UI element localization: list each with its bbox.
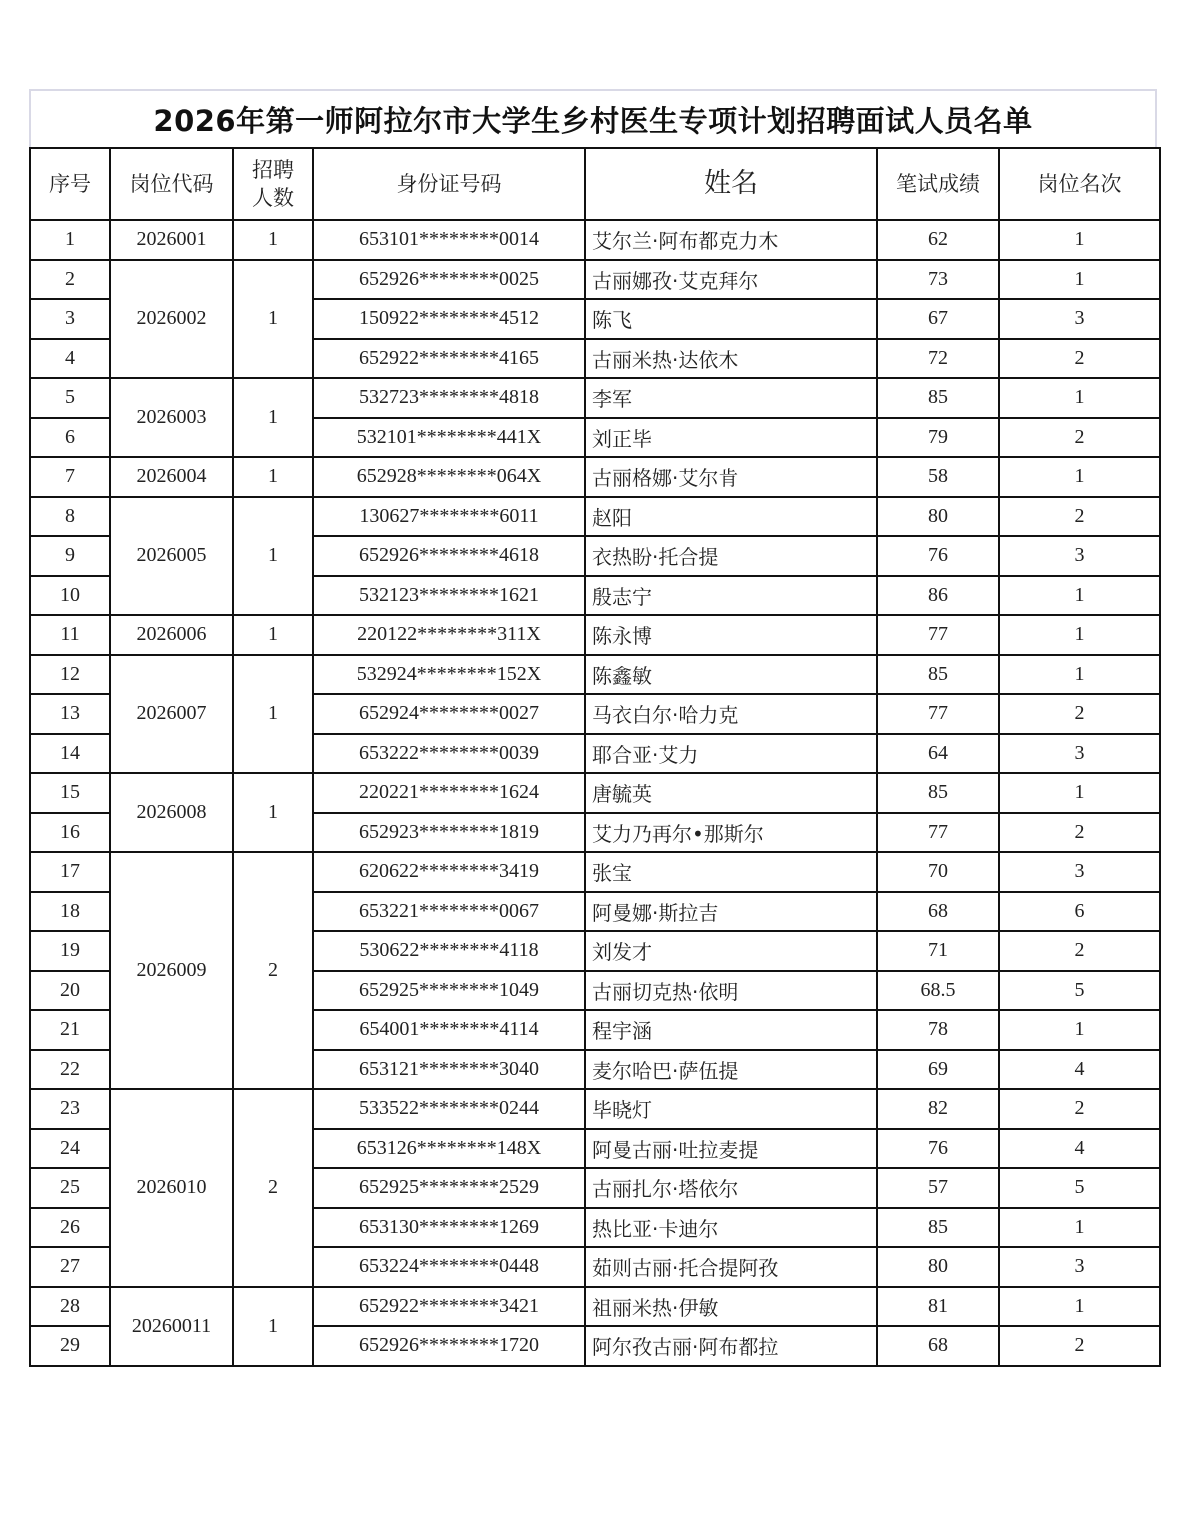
cell-written-score: 69 [877, 1050, 999, 1090]
cell-id-number: 533522********0244 [313, 1089, 585, 1129]
cell-quota: 1 [233, 260, 313, 379]
cell-quota: 2 [233, 852, 313, 1089]
cell-position-rank: 2 [999, 339, 1160, 379]
cell-written-score: 78 [877, 1010, 999, 1050]
cell-written-score: 62 [877, 220, 999, 260]
cell-name: 麦尔哈巴·萨伍提 [585, 1050, 877, 1090]
cell-name: 马衣白尔·哈力克 [585, 694, 877, 734]
cell-written-score: 76 [877, 1129, 999, 1169]
cell-seq: 22 [30, 1050, 110, 1090]
cell-position-rank: 2 [999, 694, 1160, 734]
cell-name: 古丽扎尔·塔依尔 [585, 1168, 877, 1208]
cell-id-number: 532723********4818 [313, 378, 585, 418]
cell-seq: 21 [30, 1010, 110, 1050]
cell-position-code: 2026010 [110, 1089, 233, 1287]
cell-id-number: 532101********441X [313, 418, 585, 458]
cell-seq: 27 [30, 1247, 110, 1287]
cell-quota: 1 [233, 497, 313, 616]
cell-position-code: 2026002 [110, 260, 233, 379]
cell-position-code: 2026008 [110, 773, 233, 852]
cell-position-code: 2026004 [110, 457, 233, 497]
document-title: 2026年第一师阿拉尔市大学生乡村医生专项计划招聘面试人员名单 [29, 89, 1157, 147]
cell-name: 阿曼娜·斯拉吉 [585, 892, 877, 932]
cell-position-rank: 4 [999, 1129, 1160, 1169]
cell-written-score: 85 [877, 773, 999, 813]
cell-written-score: 79 [877, 418, 999, 458]
header-position-rank: 岗位名次 [999, 148, 1160, 220]
cell-name: 古丽切克热·依明 [585, 971, 877, 1011]
cell-position-rank: 2 [999, 1089, 1160, 1129]
cell-written-score: 80 [877, 1247, 999, 1287]
cell-name: 刘正毕 [585, 418, 877, 458]
cell-position-rank: 2 [999, 1326, 1160, 1366]
cell-quota: 1 [233, 220, 313, 260]
cell-position-rank: 3 [999, 852, 1160, 892]
cell-id-number: 652926********1720 [313, 1326, 585, 1366]
cell-position-rank: 1 [999, 1010, 1160, 1050]
cell-id-number: 652925********2529 [313, 1168, 585, 1208]
cell-name: 陈飞 [585, 299, 877, 339]
cell-position-rank: 1 [999, 220, 1160, 260]
cell-id-number: 652926********4618 [313, 536, 585, 576]
table-row [30, 220, 1160, 260]
cell-name: 祖丽米热·伊敏 [585, 1287, 877, 1327]
cell-position-code: 2026001 [110, 220, 233, 260]
cell-quota: 1 [233, 1287, 313, 1366]
table-row [30, 655, 1160, 695]
cell-position-rank: 1 [999, 1287, 1160, 1327]
cell-written-score: 70 [877, 852, 999, 892]
cell-id-number: 652922********4165 [313, 339, 585, 379]
cell-name: 李军 [585, 378, 877, 418]
cell-id-number: 652922********3421 [313, 1287, 585, 1327]
cell-seq: 11 [30, 615, 110, 655]
cell-id-number: 532924********152X [313, 655, 585, 695]
header-position-code: 岗位代码 [110, 148, 233, 220]
table-header-row [30, 148, 1160, 220]
cell-position-rank: 2 [999, 813, 1160, 853]
cell-id-number: 530622********4118 [313, 931, 585, 971]
cell-id-number: 220221********1624 [313, 773, 585, 813]
cell-position-rank: 6 [999, 892, 1160, 932]
table-row [30, 615, 1160, 655]
cell-position-rank: 3 [999, 536, 1160, 576]
header-written-score: 笔试成绩 [877, 148, 999, 220]
cell-written-score: 73 [877, 260, 999, 300]
cell-position-code: 2026009 [110, 852, 233, 1089]
cell-written-score: 81 [877, 1287, 999, 1327]
cell-id-number: 653221********0067 [313, 892, 585, 932]
cell-name: 茹则古丽·托合提阿孜 [585, 1247, 877, 1287]
cell-id-number: 653101********0014 [313, 220, 585, 260]
header-id-number: 身份证号码 [313, 148, 585, 220]
cell-quota: 1 [233, 457, 313, 497]
cell-name: 艾尔兰·阿布都克力木 [585, 220, 877, 260]
cell-name: 阿曼古丽·吐拉麦提 [585, 1129, 877, 1169]
cell-written-score: 57 [877, 1168, 999, 1208]
cell-seq: 9 [30, 536, 110, 576]
cell-written-score: 80 [877, 497, 999, 537]
interview-roster-table [29, 147, 1161, 1367]
cell-name: 古丽娜孜·艾克拜尔 [585, 260, 877, 300]
cell-id-number: 653222********0039 [313, 734, 585, 774]
cell-seq: 12 [30, 655, 110, 695]
cell-position-rank: 2 [999, 418, 1160, 458]
cell-position-rank: 1 [999, 260, 1160, 300]
cell-name: 毕晓灯 [585, 1089, 877, 1129]
cell-name: 殷志宁 [585, 576, 877, 616]
cell-position-rank: 1 [999, 1208, 1160, 1248]
header-quota-line1: 招聘 [252, 158, 294, 182]
cell-seq: 18 [30, 892, 110, 932]
cell-written-score: 85 [877, 378, 999, 418]
cell-quota: 1 [233, 378, 313, 457]
cell-written-score: 68 [877, 892, 999, 932]
cell-position-rank: 5 [999, 1168, 1160, 1208]
cell-written-score: 58 [877, 457, 999, 497]
table-row [30, 497, 1160, 537]
cell-position-rank: 1 [999, 576, 1160, 616]
cell-seq: 10 [30, 576, 110, 616]
cell-position-code: 2026007 [110, 655, 233, 774]
cell-seq: 1 [30, 220, 110, 260]
cell-id-number: 653121********3040 [313, 1050, 585, 1090]
cell-id-number: 652925********1049 [313, 971, 585, 1011]
cell-seq: 3 [30, 299, 110, 339]
header-quota [233, 148, 313, 220]
header-name: 姓名 [585, 148, 877, 220]
cell-position-rank: 1 [999, 615, 1160, 655]
cell-id-number: 150922********4512 [313, 299, 585, 339]
cell-position-code: 2026006 [110, 615, 233, 655]
cell-written-score: 82 [877, 1089, 999, 1129]
cell-id-number: 620622********3419 [313, 852, 585, 892]
cell-name: 唐毓英 [585, 773, 877, 813]
cell-id-number: 653224********0448 [313, 1247, 585, 1287]
cell-id-number: 652926********0025 [313, 260, 585, 300]
cell-seq: 20 [30, 971, 110, 1011]
cell-position-rank: 3 [999, 734, 1160, 774]
cell-position-rank: 5 [999, 971, 1160, 1011]
cell-position-rank: 2 [999, 497, 1160, 537]
cell-name: 陈鑫敏 [585, 655, 877, 695]
cell-name: 程宇涵 [585, 1010, 877, 1050]
cell-written-score: 77 [877, 813, 999, 853]
cell-quota: 2 [233, 1089, 313, 1287]
cell-position-rank: 1 [999, 655, 1160, 695]
table-row [30, 773, 1160, 813]
cell-position-code: 2026005 [110, 497, 233, 616]
cell-quota: 1 [233, 615, 313, 655]
cell-seq: 15 [30, 773, 110, 813]
cell-position-code: 20260011 [110, 1287, 233, 1366]
header-seq: 序号 [30, 148, 110, 220]
cell-id-number: 654001********4114 [313, 1010, 585, 1050]
cell-seq: 26 [30, 1208, 110, 1248]
cell-quota: 1 [233, 773, 313, 852]
cell-written-score: 85 [877, 1208, 999, 1248]
cell-name: 赵阳 [585, 497, 877, 537]
table-row [30, 457, 1160, 497]
cell-written-score: 86 [877, 576, 999, 616]
cell-name: 古丽米热·达依木 [585, 339, 877, 379]
cell-seq: 28 [30, 1287, 110, 1327]
cell-id-number: 653130********1269 [313, 1208, 585, 1248]
cell-seq: 19 [30, 931, 110, 971]
cell-id-number: 652928********064X [313, 457, 585, 497]
cell-position-rank: 1 [999, 773, 1160, 813]
cell-seq: 7 [30, 457, 110, 497]
cell-seq: 25 [30, 1168, 110, 1208]
cell-id-number: 130627********6011 [313, 497, 585, 537]
cell-id-number: 652923********1819 [313, 813, 585, 853]
cell-id-number: 653126********148X [313, 1129, 585, 1169]
cell-position-rank: 2 [999, 931, 1160, 971]
cell-written-score: 71 [877, 931, 999, 971]
cell-name: 陈永博 [585, 615, 877, 655]
cell-seq: 2 [30, 260, 110, 300]
cell-name: 热比亚·卡迪尔 [585, 1208, 877, 1248]
cell-name: 衣热盼·托合提 [585, 536, 877, 576]
cell-seq: 14 [30, 734, 110, 774]
table-row [30, 378, 1160, 418]
cell-id-number: 532123********1621 [313, 576, 585, 616]
cell-seq: 17 [30, 852, 110, 892]
table-row [30, 1089, 1160, 1129]
cell-seq: 8 [30, 497, 110, 537]
cell-position-rank: 1 [999, 457, 1160, 497]
table-body [30, 220, 1160, 1366]
cell-seq: 23 [30, 1089, 110, 1129]
cell-written-score: 77 [877, 615, 999, 655]
cell-position-rank: 1 [999, 378, 1160, 418]
cell-written-score: 67 [877, 299, 999, 339]
cell-name: 艾力乃再尔•那斯尔 [585, 813, 877, 853]
cell-written-score: 68 [877, 1326, 999, 1366]
cell-position-rank: 3 [999, 1247, 1160, 1287]
cell-written-score: 72 [877, 339, 999, 379]
cell-written-score: 76 [877, 536, 999, 576]
table-row [30, 852, 1160, 892]
cell-seq: 5 [30, 378, 110, 418]
cell-seq: 4 [30, 339, 110, 379]
header-quota-line2: 人数 [252, 186, 294, 210]
cell-position-code: 2026003 [110, 378, 233, 457]
table-row [30, 1287, 1160, 1327]
cell-name: 古丽格娜·艾尔肯 [585, 457, 877, 497]
cell-position-rank: 3 [999, 299, 1160, 339]
cell-seq: 24 [30, 1129, 110, 1169]
cell-quota: 1 [233, 655, 313, 774]
cell-position-rank: 4 [999, 1050, 1160, 1090]
cell-name: 阿尔孜古丽·阿布都拉 [585, 1326, 877, 1366]
cell-written-score: 85 [877, 655, 999, 695]
cell-written-score: 77 [877, 694, 999, 734]
cell-name: 耶合亚·艾力 [585, 734, 877, 774]
cell-seq: 29 [30, 1326, 110, 1366]
cell-id-number: 220122********311X [313, 615, 585, 655]
cell-id-number: 652924********0027 [313, 694, 585, 734]
cell-seq: 16 [30, 813, 110, 853]
table-row [30, 260, 1160, 300]
cell-written-score: 68.5 [877, 971, 999, 1011]
cell-written-score: 64 [877, 734, 999, 774]
cell-name: 张宝 [585, 852, 877, 892]
cell-seq: 6 [30, 418, 110, 458]
cell-seq: 13 [30, 694, 110, 734]
cell-name: 刘发才 [585, 931, 877, 971]
